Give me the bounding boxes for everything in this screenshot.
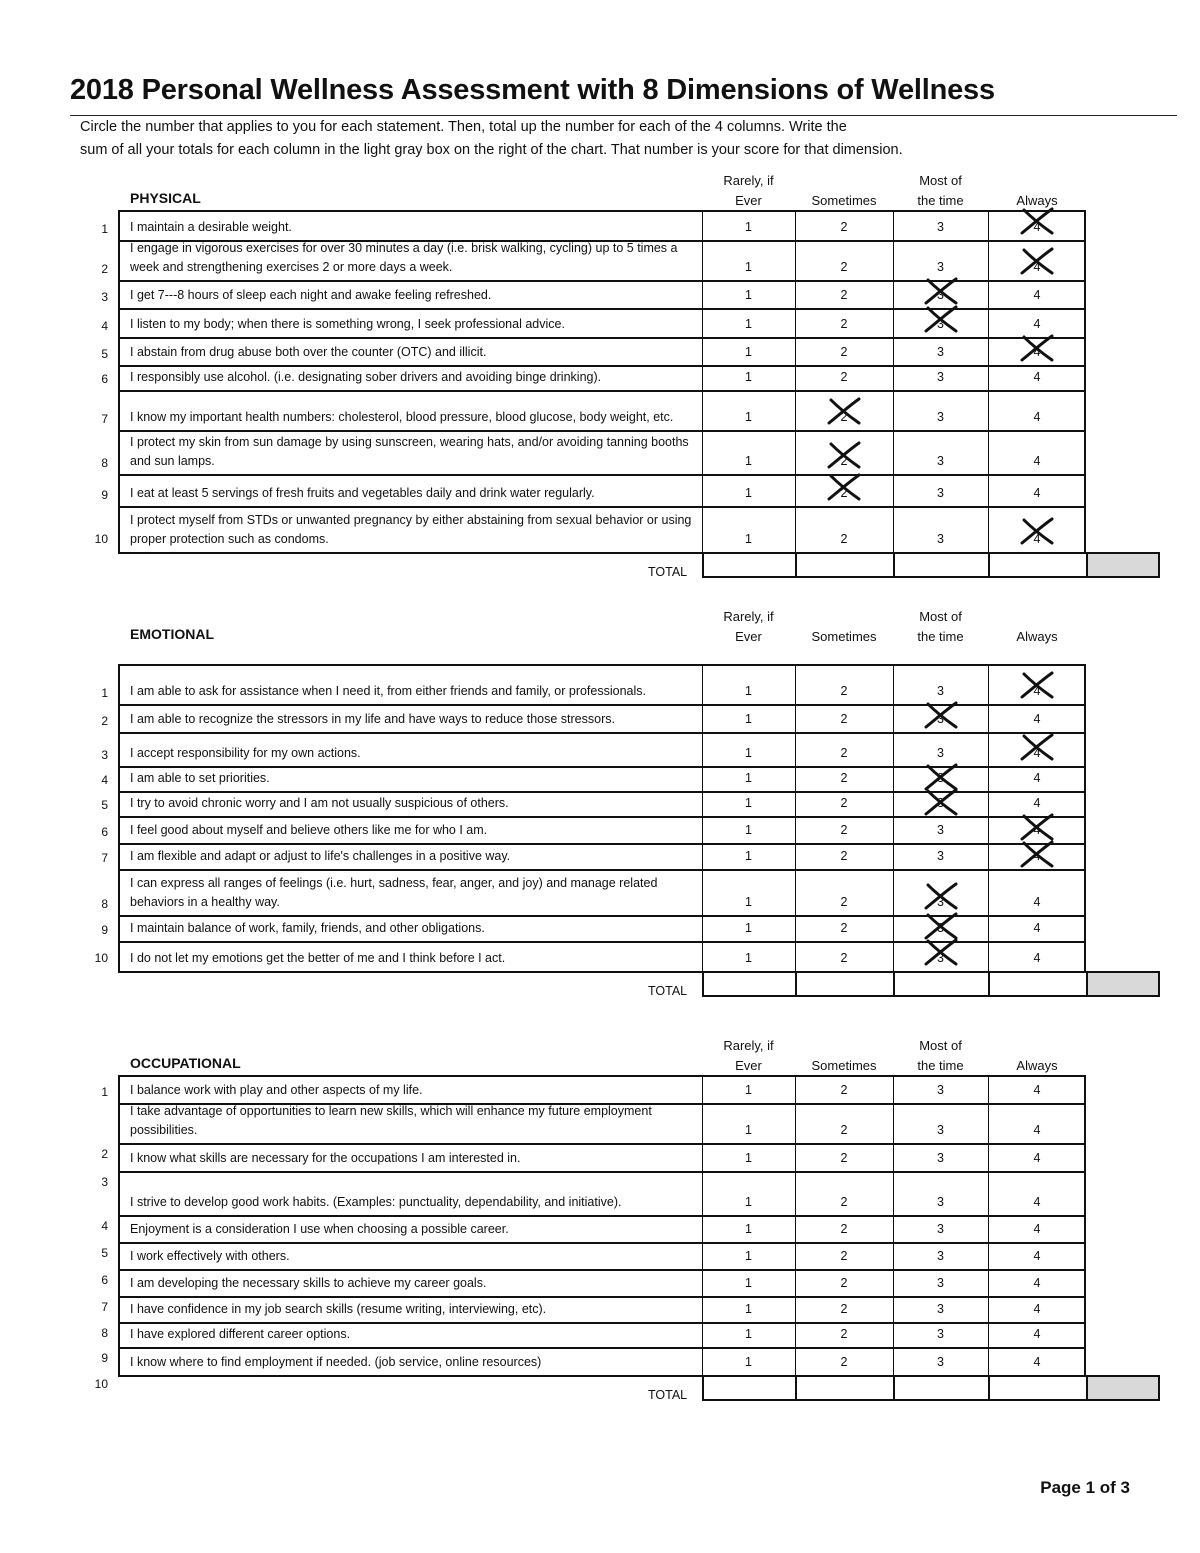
row-number: 5 <box>101 1246 108 1260</box>
score-option-3[interactable]: 3 <box>937 486 944 500</box>
score-option-3[interactable]: 3 <box>937 849 944 863</box>
score-option-3[interactable]: 3 <box>937 220 944 234</box>
total-label: TOTAL <box>648 1388 688 1402</box>
table-row <box>120 367 1084 392</box>
table-row <box>120 1271 1084 1298</box>
column-header-line-1 <box>795 607 893 627</box>
score-option-1[interactable]: 1 <box>745 260 752 274</box>
column-total-box[interactable] <box>893 552 990 578</box>
score-option-4[interactable]: 4 <box>1033 951 1041 965</box>
score-option-2[interactable]: 2 <box>840 454 848 468</box>
score-option-4[interactable]: 4 <box>1033 345 1041 359</box>
row-number: 8 <box>101 1326 108 1340</box>
score-option-3[interactable]: 3 <box>937 260 944 274</box>
score-option-4[interactable]: 4 <box>1033 895 1041 909</box>
score-option-4[interactable]: 4 <box>1033 288 1041 302</box>
column-total-box[interactable] <box>702 552 797 578</box>
score-option-4[interactable]: 4 <box>1033 1123 1041 1137</box>
dimension-score-box[interactable] <box>1086 971 1160 997</box>
table-row <box>120 943 1084 971</box>
table-row <box>120 339 1084 367</box>
score-option-1[interactable]: 1 <box>745 684 752 698</box>
table-row <box>120 476 1084 508</box>
statement-text: I maintain balance of work, family, friends, and other obligations. <box>130 921 485 935</box>
section-title: OCCUPATIONAL <box>130 1055 241 1071</box>
score-option-3[interactable]: 3 <box>937 746 944 760</box>
table-row <box>120 1105 1084 1145</box>
table-row <box>120 392 1084 432</box>
table-row <box>120 282 1084 310</box>
score-option-2[interactable]: 2 <box>840 771 848 785</box>
table-row <box>120 1244 1084 1271</box>
row-number: 1 <box>101 222 108 236</box>
score-option-1[interactable]: 1 <box>745 370 752 384</box>
score-option-2[interactable]: 2 <box>840 220 848 234</box>
title-divider <box>70 115 1177 116</box>
score-option-2[interactable]: 2 <box>840 1195 848 1209</box>
column-header-line-2: Sometimes <box>811 629 877 644</box>
score-option-1[interactable]: 1 <box>745 1355 752 1369</box>
score-option-1[interactable]: 1 <box>745 849 752 863</box>
score-option-3[interactable]: 3 <box>937 1222 944 1236</box>
statement-text: I strive to develop good work habits. (Examples: punctuality, dependability, and initiative). <box>130 1195 622 1209</box>
statement-text: I eat at least 5 servings of fresh fruits and vegetables daily and drink water regularly. <box>130 486 595 500</box>
table-row <box>120 917 1084 943</box>
score-option-1[interactable]: 1 <box>745 823 752 837</box>
score-option-2[interactable]: 2 <box>840 796 848 810</box>
statement-text: I know my important health numbers: cholesterol, blood pressure, blood glucose, body weight, etc. <box>130 410 674 424</box>
statement-text: I take advantage of opportunities to learn new skills, which will enhance my future employment possibilities. <box>130 1104 652 1137</box>
total-label: TOTAL <box>648 984 688 998</box>
score-option-2[interactable]: 2 <box>840 1302 848 1316</box>
statement-text: I maintain a desirable weight. <box>130 220 292 234</box>
section-title: EMOTIONAL <box>130 626 214 642</box>
table-row <box>120 1349 1084 1375</box>
score-option-1[interactable]: 1 <box>745 796 752 810</box>
score-option-3[interactable]: 3 <box>937 1195 944 1209</box>
score-option-2[interactable]: 2 <box>840 260 848 274</box>
statement-text: I know what skills are necessary for the occupations I am interested in. <box>130 1151 521 1165</box>
table-row <box>120 768 1084 793</box>
score-option-3[interactable]: 3 <box>937 1327 944 1341</box>
score-option-1[interactable]: 1 <box>745 1276 752 1290</box>
score-option-3[interactable]: 3 <box>937 1083 944 1097</box>
column-header <box>893 1036 988 1076</box>
score-option-4[interactable]: 4 <box>1033 849 1041 863</box>
row-number: 3 <box>101 290 108 304</box>
score-option-2[interactable]: 2 <box>840 1151 848 1165</box>
score-option-3[interactable]: 3 <box>937 345 944 359</box>
score-option-1[interactable]: 1 <box>745 1195 752 1209</box>
column-header-line-1 <box>988 607 1086 627</box>
row-number: 9 <box>101 488 108 502</box>
table-row <box>120 1173 1084 1217</box>
row-number: 1 <box>101 686 108 700</box>
score-option-3[interactable]: 3 <box>937 1123 944 1137</box>
table-row <box>120 1324 1084 1349</box>
score-option-2[interactable]: 2 <box>840 951 848 965</box>
dimension-score-box[interactable] <box>1086 1375 1160 1401</box>
table-row <box>120 212 1084 242</box>
column-header-line-1 <box>988 171 1086 191</box>
column-total-box[interactable] <box>702 1375 797 1401</box>
table-row <box>120 871 1084 917</box>
statement-text: I balance work with play and other aspects of my life. <box>130 1083 423 1097</box>
table-row <box>120 242 1084 282</box>
score-option-4[interactable]: 4 <box>1033 1195 1041 1209</box>
score-option-2[interactable]: 2 <box>840 895 848 909</box>
column-total-box[interactable] <box>702 971 797 997</box>
score-option-2[interactable]: 2 <box>840 1276 848 1290</box>
score-option-3[interactable]: 3 <box>937 370 944 384</box>
row-number: 5 <box>101 798 108 812</box>
column-header <box>702 1036 795 1076</box>
score-option-4[interactable]: 4 <box>1033 746 1041 760</box>
column-header <box>988 607 1086 647</box>
column-header-line-1 <box>795 1036 893 1056</box>
column-header <box>795 1036 893 1076</box>
statement-text: I know where to find employment if needed. (job service, online resources) <box>130 1355 542 1369</box>
column-header-line-1: Rarely, if <box>723 1038 774 1053</box>
score-option-1[interactable]: 1 <box>745 712 752 726</box>
score-option-2[interactable]: 2 <box>840 746 848 760</box>
statement-text: I am able to set priorities. <box>130 771 270 785</box>
score-option-3[interactable]: 3 <box>937 951 944 965</box>
score-option-1[interactable]: 1 <box>745 921 752 935</box>
row-number: 4 <box>101 1219 108 1233</box>
column-header-line-1: Most of <box>919 1038 962 1053</box>
score-option-3[interactable]: 3 <box>937 1302 944 1316</box>
score-option-2[interactable]: 2 <box>840 849 848 863</box>
table-row <box>120 818 1084 845</box>
score-option-4[interactable]: 4 <box>1033 486 1041 500</box>
row-number: 7 <box>101 412 108 426</box>
column-total-box[interactable] <box>988 552 1088 578</box>
score-option-1[interactable]: 1 <box>745 1083 752 1097</box>
table-row <box>120 310 1084 339</box>
column-total-box[interactable] <box>795 552 895 578</box>
column-header <box>988 171 1086 211</box>
score-option-4[interactable]: 4 <box>1033 1249 1041 1263</box>
column-header-line-2: Always <box>1016 629 1058 644</box>
score-option-4[interactable]: 4 <box>1033 1355 1041 1369</box>
table-row <box>120 1217 1084 1244</box>
table-row <box>120 432 1084 476</box>
row-number: 9 <box>101 1351 108 1365</box>
score-option-2[interactable]: 2 <box>840 1355 848 1369</box>
column-header <box>702 607 795 647</box>
statement-text: I do not let my emotions get the better of me and I think before I act. <box>130 951 506 965</box>
column-header-line-2: Ever <box>735 629 762 644</box>
statement-text: Enjoyment is a consideration I use when choosing a possible career. <box>130 1222 509 1236</box>
score-option-2[interactable]: 2 <box>840 370 848 384</box>
score-option-2[interactable]: 2 <box>840 684 848 698</box>
score-option-1[interactable]: 1 <box>745 410 752 424</box>
statement-text: I engage in vigorous exercises for over 30 minutes a day (i.e. brisk walking, cycling) up to 5 times a week and strengthening exercises 2 or more days a week. <box>130 241 678 274</box>
score-option-1[interactable]: 1 <box>745 1123 752 1137</box>
statement-text: I am flexible and adapt or adjust to life's challenges in a positive way. <box>130 849 511 863</box>
score-option-2[interactable]: 2 <box>840 317 848 331</box>
row-number: 2 <box>101 714 108 728</box>
score-option-1[interactable]: 1 <box>745 317 752 331</box>
score-option-4[interactable]: 4 <box>1033 921 1041 935</box>
row-number: 2 <box>101 262 108 276</box>
column-header <box>988 1036 1086 1076</box>
row-number: 8 <box>101 897 108 911</box>
score-option-4[interactable]: 4 <box>1033 823 1041 837</box>
column-total-box[interactable] <box>893 971 990 997</box>
score-option-2[interactable]: 2 <box>840 1222 848 1236</box>
row-number: 1 <box>101 1085 108 1099</box>
score-option-2[interactable]: 2 <box>840 1327 848 1341</box>
row-number: 8 <box>101 456 108 470</box>
column-header <box>893 607 988 647</box>
score-option-2[interactable]: 2 <box>840 410 848 424</box>
column-header-line-2: Sometimes <box>811 1058 877 1073</box>
row-number: 7 <box>101 1300 108 1314</box>
score-option-4[interactable]: 4 <box>1033 370 1041 384</box>
column-header-line-2: the time <box>917 629 964 644</box>
statement-text: I have explored different career options. <box>130 1327 351 1341</box>
score-option-4[interactable]: 4 <box>1033 1302 1041 1316</box>
row-number: 6 <box>101 1273 108 1287</box>
total-label: TOTAL <box>648 565 688 579</box>
statement-table <box>118 1075 1086 1377</box>
score-option-3[interactable]: 3 <box>937 823 944 837</box>
score-option-3[interactable]: 3 <box>937 1355 944 1369</box>
score-option-3[interactable]: 3 <box>937 1276 944 1290</box>
column-header <box>893 171 988 211</box>
score-option-4[interactable]: 4 <box>1033 410 1041 424</box>
row-number: 4 <box>101 773 108 787</box>
score-option-1[interactable]: 1 <box>745 486 752 500</box>
column-header-line-2: Ever <box>735 1058 762 1073</box>
score-option-4[interactable]: 4 <box>1033 712 1041 726</box>
score-option-4[interactable]: 4 <box>1033 454 1041 468</box>
column-header <box>795 607 893 647</box>
score-option-1[interactable]: 1 <box>745 951 752 965</box>
score-option-1[interactable]: 1 <box>745 454 752 468</box>
statement-text: I protect my skin from sun damage by using sunscreen, wearing hats, and/or avoiding tanning booths and sun lamps. <box>130 435 689 468</box>
score-option-3[interactable]: 3 <box>937 532 944 546</box>
statement-text: I accept responsibility for my own actions. <box>130 746 361 760</box>
score-option-1[interactable]: 1 <box>745 1222 752 1236</box>
column-total-box[interactable] <box>795 1375 895 1401</box>
column-total-box[interactable] <box>795 971 895 997</box>
column-header-line-2: Always <box>1016 193 1058 208</box>
table-row <box>120 1145 1084 1173</box>
row-number: 4 <box>101 319 108 333</box>
table-row <box>120 508 1084 552</box>
score-option-3[interactable]: 3 <box>937 1151 944 1165</box>
statement-text: I try to avoid chronic worry and I am not usually suspicious of others. <box>130 796 509 810</box>
table-row <box>120 706 1084 734</box>
table-row <box>120 666 1084 706</box>
statement-text: I responsibly use alcohol. (i.e. designating sober drivers and avoiding binge drinking). <box>130 370 602 384</box>
score-option-2[interactable]: 2 <box>840 1249 848 1263</box>
statement-table <box>118 210 1086 554</box>
column-total-box[interactable] <box>988 1375 1088 1401</box>
score-option-1[interactable]: 1 <box>745 288 752 302</box>
column-header <box>702 171 795 211</box>
score-option-3[interactable]: 3 <box>937 454 944 468</box>
column-header-line-1: Rarely, if <box>723 173 774 188</box>
page-title: 2018 Personal Wellness Assessment with 8 Dimensions of Wellness <box>70 74 995 106</box>
score-option-3[interactable]: 3 <box>937 1249 944 1263</box>
score-option-4[interactable]: 4 <box>1033 220 1041 234</box>
score-option-1[interactable]: 1 <box>745 1302 752 1316</box>
score-option-2[interactable]: 2 <box>840 823 848 837</box>
score-option-2[interactable]: 2 <box>840 288 848 302</box>
column-header-line-1 <box>988 1036 1086 1056</box>
column-header-line-2: Sometimes <box>811 193 877 208</box>
score-option-3[interactable]: 3 <box>937 712 944 726</box>
table-row <box>120 734 1084 768</box>
score-option-1[interactable]: 1 <box>745 746 752 760</box>
column-header-line-2: Ever <box>735 193 762 208</box>
row-number: 3 <box>101 1175 108 1189</box>
row-number: 3 <box>101 748 108 762</box>
score-option-2[interactable]: 2 <box>840 1083 848 1097</box>
table-row <box>120 1077 1084 1105</box>
score-option-1[interactable]: 1 <box>745 1327 752 1341</box>
column-header-line-1: Rarely, if <box>723 609 774 624</box>
score-option-3[interactable]: 3 <box>937 771 944 785</box>
score-option-3[interactable]: 3 <box>937 895 944 909</box>
table-row <box>120 845 1084 871</box>
score-option-1[interactable]: 1 <box>745 895 752 909</box>
score-option-2[interactable]: 2 <box>840 921 848 935</box>
row-number: 6 <box>101 825 108 839</box>
statement-text: I am able to recognize the stressors in my life and have ways to reduce those stressors. <box>130 712 615 726</box>
statement-text: I get 7---8 hours of sleep each night and awake feeling refreshed. <box>130 288 492 302</box>
score-option-4[interactable]: 4 <box>1033 1276 1041 1290</box>
section-title: PHYSICAL <box>130 190 201 206</box>
row-number: 10 <box>94 951 108 965</box>
statement-text: I can express all ranges of feelings (i.e. hurt, sadness, fear, anger, and joy) and manage related behaviors in a healthy way. <box>130 876 658 909</box>
statement-text: I abstain from drug abuse both over the counter (OTC) and illicit. <box>130 345 487 359</box>
column-header-line-2: the time <box>917 193 964 208</box>
column-header-line-2: Always <box>1016 1058 1058 1073</box>
page-footer: Page 1 of 3 <box>1040 1478 1130 1497</box>
score-option-2[interactable]: 2 <box>840 1123 848 1137</box>
row-number: 10 <box>94 532 108 546</box>
score-option-4[interactable]: 4 <box>1033 1222 1041 1236</box>
score-option-3[interactable]: 3 <box>937 796 944 810</box>
statement-text: I work effectively with others. <box>130 1249 290 1263</box>
score-option-4[interactable]: 4 <box>1033 317 1041 331</box>
score-option-2[interactable]: 2 <box>840 345 848 359</box>
score-option-1[interactable]: 1 <box>745 1151 752 1165</box>
column-header <box>795 171 893 211</box>
score-option-3[interactable]: 3 <box>937 921 944 935</box>
statement-text: I am developing the necessary skills to achieve my career goals. <box>130 1276 487 1290</box>
score-option-4[interactable]: 4 <box>1033 684 1041 698</box>
statement-text: I am able to ask for assistance when I need it, from either friends and family, or professionals. <box>130 684 646 698</box>
statement-text: I have confidence in my job search skills (resume writing, interviewing, etc). <box>130 1302 547 1316</box>
score-option-1[interactable]: 1 <box>745 771 752 785</box>
score-option-2[interactable]: 2 <box>840 712 848 726</box>
score-option-1[interactable]: 1 <box>745 345 752 359</box>
dimension-score-box[interactable] <box>1086 552 1160 578</box>
score-option-3[interactable]: 3 <box>937 288 944 302</box>
statement-text: I listen to my body; when there is something wrong, I seek professional advice. <box>130 317 565 331</box>
score-option-4[interactable]: 4 <box>1033 260 1041 274</box>
score-option-2[interactable]: 2 <box>840 532 848 546</box>
row-number: 2 <box>101 1147 108 1161</box>
column-header-line-2: the time <box>917 1058 964 1073</box>
score-option-4[interactable]: 4 <box>1033 532 1041 546</box>
score-option-4[interactable]: 4 <box>1033 771 1041 785</box>
row-number: 9 <box>101 923 108 937</box>
column-header-line-1: Most of <box>919 609 962 624</box>
score-option-1[interactable]: 1 <box>745 1249 752 1263</box>
score-option-4[interactable]: 4 <box>1033 796 1041 810</box>
row-number: 10 <box>94 1377 108 1391</box>
column-total-box[interactable] <box>988 971 1088 997</box>
instructions-line-2: sum of all your totals for each column in the light gray box on the right of the chart. That number is your score for that dimension. <box>80 142 903 158</box>
score-option-3[interactable]: 3 <box>937 410 944 424</box>
score-option-1[interactable]: 1 <box>745 532 752 546</box>
table-row <box>120 793 1084 818</box>
score-option-4[interactable]: 4 <box>1033 1083 1041 1097</box>
score-option-4[interactable]: 4 <box>1033 1327 1041 1341</box>
statement-text: I feel good about myself and believe others like me for who I am. <box>130 823 488 837</box>
statement-text: I protect myself from STDs or unwanted pregnancy by either abstaining from sexual behavior or using proper protection such as condoms. <box>130 513 692 546</box>
table-row <box>120 1298 1084 1324</box>
column-header-line-1: Most of <box>919 173 962 188</box>
score-option-3[interactable]: 3 <box>937 684 944 698</box>
row-number: 6 <box>101 372 108 386</box>
row-number: 5 <box>101 347 108 361</box>
score-option-3[interactable]: 3 <box>937 317 944 331</box>
column-total-box[interactable] <box>893 1375 990 1401</box>
statement-table <box>118 664 1086 973</box>
row-number: 7 <box>101 851 108 865</box>
column-header-line-1 <box>795 171 893 191</box>
score-option-2[interactable]: 2 <box>840 486 848 500</box>
instructions-line-1: Circle the number that applies to you for each statement. Then, total up the number for each of the 4 columns. Write the <box>80 119 847 135</box>
score-option-4[interactable]: 4 <box>1033 1151 1041 1165</box>
score-option-1[interactable]: 1 <box>745 220 752 234</box>
